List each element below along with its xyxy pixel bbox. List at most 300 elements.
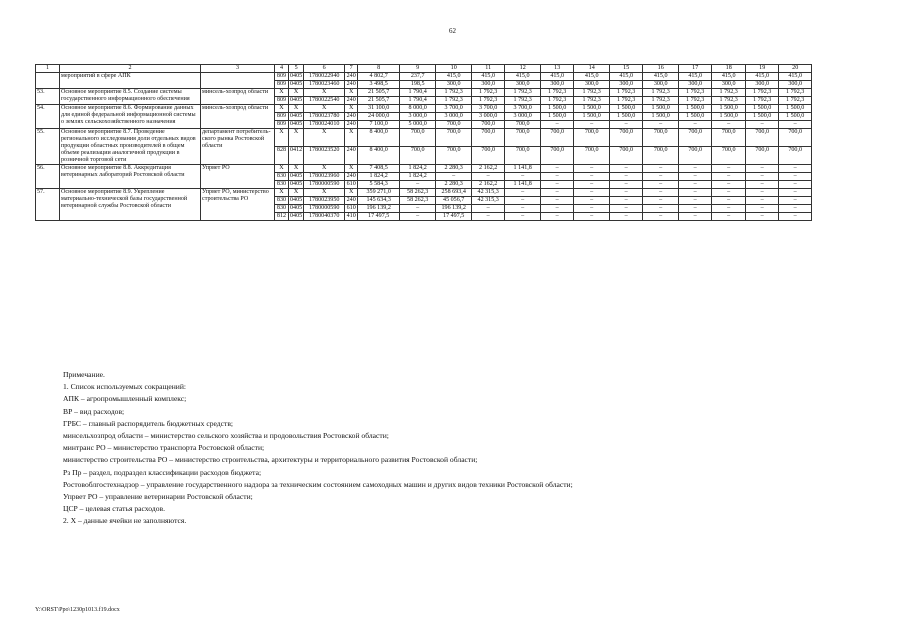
row-number: 56. [36, 165, 60, 189]
amount-cell: – [746, 121, 779, 129]
amount-cell: – [541, 205, 574, 213]
amount-cell: 1 500,0 [712, 113, 746, 121]
activity-name: Основное мероприятие 8.8. Аккредитация ветеринарных лабораторий Ростовской области [60, 165, 201, 189]
amount-cell: – [779, 181, 812, 189]
amount-cell: – [779, 165, 812, 173]
amount-cell: 700,0 [574, 147, 610, 165]
budget-code-cell: Х [345, 89, 358, 97]
amount-cell: – [436, 173, 472, 181]
amount-cell: – [779, 213, 812, 221]
amount-cell: 1 792,3 [779, 89, 812, 97]
amount-cell: – [574, 121, 610, 129]
amount-cell: 415,0 [436, 73, 472, 81]
note-line: 2. Х – данные ячейки не заполняются. [63, 516, 187, 526]
amount-cell: – [541, 165, 574, 173]
amount-cell: – [574, 205, 610, 213]
amount-cell: 700,0 [472, 147, 505, 165]
column-header: 10 [436, 65, 472, 73]
budget-code-cell: 0405 [290, 181, 303, 187]
amount-cell: 700,0 [779, 147, 812, 165]
amount-cell: – [541, 181, 574, 189]
amount-cell: 1 500,0 [712, 105, 746, 113]
budget-code-cell: 0405 [290, 97, 303, 103]
amount-cell: – [400, 181, 436, 189]
amount-cell: – [643, 205, 679, 213]
expenditure-table [35, 64, 812, 221]
amount-cell: 1 792,3 [541, 89, 574, 97]
amount-cell: 8 400,0 [358, 129, 400, 147]
amount-cell: – [679, 121, 712, 129]
amount-cell: – [679, 173, 712, 181]
note-line: ГРБС – главный распорядитель бюджетных средств; [63, 418, 234, 428]
amount-cell: 1 790,4 [400, 97, 436, 105]
amount-cell: 3 700,0 [505, 105, 541, 113]
amount-cell: 415,0 [505, 73, 541, 81]
amount-cell: 1 500,0 [779, 105, 812, 113]
amount-cell: 1 500,0 [574, 113, 610, 121]
budget-code-cell: Х [304, 89, 345, 97]
amount-cell: – [643, 189, 679, 197]
amount-cell: – [610, 205, 643, 213]
budget-code-cell: Х [289, 129, 304, 147]
amount-cell: 700,0 [574, 129, 610, 147]
column-header: 9 [400, 65, 436, 73]
amount-cell: – [712, 181, 746, 189]
budget-code-cell: Х [345, 105, 358, 113]
budget-code-cell: 828 [275, 147, 289, 165]
budget-code-cell: 1780024010 [304, 121, 345, 129]
amount-cell: 258 693,4 [436, 189, 472, 197]
amount-cell: 4 802,7 [358, 73, 400, 81]
note-line: АПК – агропромышленный комплекс; [63, 394, 187, 404]
amount-cell: 415,0 [574, 73, 610, 81]
budget-code-cell: Х [275, 165, 289, 173]
amount-cell: – [505, 197, 541, 205]
column-header: 7 [345, 65, 358, 73]
budget-code-cell: 1780023460 [304, 81, 345, 89]
budget-code-cell: Х [304, 165, 345, 173]
amount-cell: 700,0 [436, 147, 472, 165]
amount-cell: 300,0 [610, 81, 643, 89]
note-line: минтранс РО – министерство транспорта Ростовской области; [63, 443, 265, 453]
amount-cell: 3 700,0 [436, 105, 472, 113]
responsible-executor: минсель-хозпрод области [201, 89, 275, 105]
budget-code-cell: Х [304, 105, 345, 113]
amount-cell: 700,0 [679, 147, 712, 165]
amount-cell: – [679, 213, 712, 221]
amount-cell: – [574, 197, 610, 205]
budget-code-cell: 1780022940 [304, 73, 345, 81]
column-header: 14 [574, 65, 610, 73]
activity-name: Основное мероприятие 8.6. Формирование данных для единой федеральной информационной системы о землях сельскохозяйственного назначения [60, 105, 201, 129]
amount-cell: 1 792,3 [643, 97, 679, 105]
table-row [36, 105, 812, 113]
amount-cell: – [541, 121, 574, 129]
amount-cell: – [574, 189, 610, 197]
amount-cell: 700,0 [643, 147, 679, 165]
amount-cell: 2 280,3 [436, 165, 472, 173]
amount-cell: 8 000,0 [400, 105, 436, 113]
amount-cell: 31 100,0 [358, 105, 400, 113]
amount-cell: – [643, 173, 679, 181]
amount-cell: – [610, 189, 643, 197]
budget-code-cell: 809 [275, 121, 289, 129]
amount-cell: – [712, 205, 746, 213]
budget-code-cell: Х [275, 189, 289, 197]
note-line: минсельхозпрод области – министерство сельского хозяйства и продовольствия Ростовской области; [63, 431, 389, 441]
amount-cell: 3 498,5 [358, 81, 400, 89]
amount-cell: 2 280,3 [436, 181, 472, 189]
amount-cell: 1 792,3 [610, 89, 643, 97]
column-header: 6 [304, 65, 345, 73]
amount-cell: – [712, 213, 746, 221]
amount-cell: 415,0 [746, 73, 779, 81]
row-number: 54. [36, 105, 60, 129]
budget-code-cell: 830 [275, 197, 289, 205]
amount-cell: 1 500,0 [541, 105, 574, 113]
budget-code-cell: Х [345, 129, 358, 147]
amount-cell: – [679, 189, 712, 197]
budget-code-cell: 809 [275, 97, 289, 105]
budget-code-cell: Х [289, 165, 304, 173]
amount-cell: 700,0 [643, 129, 679, 147]
amount-cell: 3 700,0 [472, 105, 505, 113]
budget-code-cell: 0405 [290, 73, 303, 79]
amount-cell: 300,0 [472, 81, 505, 89]
amount-cell: – [779, 189, 812, 197]
amount-cell: 1 500,0 [679, 105, 712, 113]
amount-cell: 1 824,2 [400, 165, 436, 173]
responsible-executor [201, 73, 275, 89]
amount-cell: – [679, 181, 712, 189]
budget-code-cell: Х [345, 189, 358, 197]
amount-cell: 700,0 [505, 129, 541, 147]
budget-code-cell: 0405 [290, 113, 303, 119]
amount-cell: 700,0 [779, 129, 812, 147]
amount-cell: 700,0 [679, 129, 712, 147]
table-header-row [36, 65, 812, 73]
amount-cell: 1 792,3 [643, 89, 679, 97]
budget-code-cell: 1780023520 [304, 147, 345, 165]
amount-cell: 415,0 [541, 73, 574, 81]
budget-code-cell: Х [275, 105, 289, 113]
responsible-executor: департамент потребитель-ского рынка Ростовской области [201, 129, 275, 165]
amount-cell: – [746, 189, 779, 197]
budget-code-cell: 1780023950 [304, 197, 345, 205]
amount-cell: 300,0 [712, 81, 746, 89]
budget-code-cell: Х [345, 165, 358, 173]
amount-cell: 3 000,0 [505, 113, 541, 121]
budget-code-cell: 1780023780 [304, 113, 345, 121]
amount-cell: 300,0 [679, 81, 712, 89]
amount-cell: – [746, 213, 779, 221]
budget-code-cell: Х [275, 89, 289, 97]
budget-code-cell: 610 [346, 205, 356, 211]
amount-cell: 7 100,0 [358, 121, 400, 129]
amount-cell: – [712, 121, 746, 129]
column-header: 19 [746, 65, 779, 73]
activity-name: Основное мероприятие 8.9. Укрепление материально-технической базы государственной ветеринарной службы Ростовской области [60, 189, 201, 221]
amount-cell: – [643, 165, 679, 173]
amount-cell: – [505, 205, 541, 213]
amount-cell: 3 000,0 [472, 113, 505, 121]
budget-code-cell: 0405 [290, 173, 303, 179]
row-number: 57. [36, 189, 60, 221]
column-header: 3 [201, 65, 275, 73]
amount-cell: 1 792,3 [746, 97, 779, 105]
amount-cell: – [746, 173, 779, 181]
amount-cell: 700,0 [400, 129, 436, 147]
column-header: 13 [541, 65, 574, 73]
amount-cell: 1 500,0 [610, 105, 643, 113]
amount-cell: – [472, 205, 505, 213]
amount-cell: 1 500,0 [746, 113, 779, 121]
amount-cell: – [574, 173, 610, 181]
amount-cell: – [610, 213, 643, 221]
amount-cell: 1 792,3 [574, 89, 610, 97]
amount-cell: 1 792,3 [712, 97, 746, 105]
amount-cell: – [505, 189, 541, 197]
column-header: 5 [289, 65, 304, 73]
amount-cell: 8 400,0 [358, 147, 400, 165]
amount-cell: – [505, 173, 541, 181]
budget-code-cell: Х [289, 105, 304, 113]
amount-cell: 700,0 [436, 129, 472, 147]
amount-cell: 198,5 [400, 81, 436, 89]
amount-cell: 17 497,5 [358, 213, 400, 221]
column-header: 1 [36, 65, 60, 73]
amount-cell: – [679, 197, 712, 205]
budget-code-cell: 1780023960 [304, 173, 345, 181]
budget-code-cell: 0405 [290, 81, 303, 87]
budget-code-cell: 0412 [289, 147, 304, 165]
amount-cell: 196 139,2 [358, 205, 400, 213]
amount-cell: – [712, 173, 746, 181]
amount-cell: 300,0 [574, 81, 610, 89]
amount-cell: 415,0 [610, 73, 643, 81]
amount-cell: – [679, 165, 712, 173]
amount-cell: – [746, 165, 779, 173]
budget-code-cell: Х [304, 189, 345, 197]
amount-cell: 45 056,7 [436, 197, 472, 205]
table-body [36, 65, 812, 221]
responsible-executor: минсель-хозпрод области [201, 105, 275, 129]
amount-cell: 237,7 [400, 73, 436, 81]
amount-cell: – [712, 197, 746, 205]
amount-cell: 1 824,2 [358, 173, 400, 181]
amount-cell: 700,0 [610, 147, 643, 165]
amount-cell: 58 262,3 [400, 197, 436, 205]
amount-cell: 1 792,3 [779, 97, 812, 105]
amount-cell: – [643, 213, 679, 221]
amount-cell: 700,0 [472, 121, 505, 129]
amount-cell: 3 000,0 [400, 113, 436, 121]
note-line: Ростовоблгостехнадзор – управление государственного надзора за техническим состоянием самоходных машин и других видов техники Ростовской области; [63, 479, 573, 489]
amount-cell: 1 792,3 [610, 97, 643, 105]
amount-cell: 1 824,2 [400, 173, 436, 181]
table-row [36, 129, 812, 147]
budget-code-cell: 240 [346, 113, 356, 119]
budget-code-cell: 240 [346, 197, 356, 203]
amount-cell: 42 315,3 [472, 189, 505, 197]
amount-cell: 42 315,3 [472, 197, 505, 205]
table-row [36, 73, 812, 81]
budget-code-cell: Х [289, 189, 304, 197]
amount-cell: 700,0 [712, 129, 746, 147]
amount-cell: 1 790,4 [400, 89, 436, 97]
amount-cell: – [505, 213, 541, 221]
amount-cell: 3 000,0 [436, 113, 472, 121]
budget-code-cell: 1780040370 [304, 213, 345, 221]
row-number: 55. [36, 129, 60, 165]
amount-cell: 196 139,2 [436, 205, 472, 213]
amount-cell: 1 792,3 [574, 97, 610, 105]
amount-cell: 21 505,7 [358, 97, 400, 105]
amount-cell: 1 792,3 [712, 89, 746, 97]
budget-code-cell: 240 [346, 173, 356, 179]
notes-section [63, 369, 573, 528]
amount-cell: 5 000,0 [400, 121, 436, 129]
budget-code-cell: 830 [275, 181, 289, 189]
amount-cell: 1 500,0 [746, 105, 779, 113]
activity-name: Основное мероприятие 8.5. Создание системы государственного информационного обеспечения [60, 89, 201, 105]
note-line: Рз Пр – раздел, подраздел классификации расходов бюджета; [63, 467, 262, 477]
amount-cell: 700,0 [746, 129, 779, 147]
amount-cell: 700,0 [505, 147, 541, 165]
amount-cell: 1 792,3 [541, 97, 574, 105]
amount-cell: 300,0 [643, 81, 679, 89]
column-header: 16 [643, 65, 679, 73]
budget-code-cell: 809 [275, 113, 289, 121]
amount-cell: 700,0 [505, 121, 541, 129]
budget-code-cell: Х [275, 129, 289, 147]
column-header: 18 [712, 65, 746, 73]
column-header: 15 [610, 65, 643, 73]
note-line: ЦСР – целевая статья расходов. [63, 504, 166, 514]
amount-cell: – [610, 121, 643, 129]
activity-name: Основное мероприятие 8.7. Проведение регионального исследования доли отдельных видов продукции областных производителей в общем объеме реализации аналогичной продукции в розничной торговой сети [60, 129, 201, 165]
amount-cell: 1 500,0 [541, 113, 574, 121]
budget-code-cell: 240 [346, 81, 356, 87]
budget-code-cell: 240 [345, 147, 358, 165]
budget-code-cell: 410 [346, 213, 356, 219]
amount-cell: 1 500,0 [643, 113, 679, 121]
amount-cell: – [610, 173, 643, 181]
amount-cell: 700,0 [541, 147, 574, 165]
amount-cell: – [610, 197, 643, 205]
amount-cell: 700,0 [472, 129, 505, 147]
budget-code-cell: 240 [346, 73, 356, 79]
amount-cell: 300,0 [779, 81, 812, 89]
amount-cell: 17 497,5 [436, 213, 472, 221]
amount-cell: 1 792,3 [679, 89, 712, 97]
column-header: 2 [60, 65, 201, 73]
table-row [36, 165, 812, 173]
amount-cell: 24 000,0 [358, 113, 400, 121]
amount-cell: 300,0 [746, 81, 779, 89]
amount-cell: 145 634,3 [358, 197, 400, 205]
amount-cell: – [610, 165, 643, 173]
amount-cell: 1 500,0 [610, 113, 643, 121]
responsible-executor: Упрвет РО, министерство строительства РО [201, 189, 275, 221]
amount-cell: 415,0 [679, 73, 712, 81]
budget-code-cell: 610 [346, 181, 356, 187]
amount-cell: 300,0 [505, 81, 541, 89]
file-path-footer: Y:\ORST\Ppo\1230p1013.f19.docx [35, 607, 120, 613]
amount-cell: 700,0 [541, 129, 574, 147]
amount-cell: – [746, 197, 779, 205]
amount-cell: – [712, 165, 746, 173]
budget-code-cell: 0405 [290, 121, 303, 127]
column-header: 8 [358, 65, 400, 73]
budget-code-cell: 809 [275, 81, 289, 89]
amount-cell: – [610, 181, 643, 189]
page-number: 62 [449, 27, 456, 35]
amount-cell: 700,0 [712, 147, 746, 165]
column-header: 11 [472, 65, 505, 73]
row-number: 53. [36, 89, 60, 105]
amount-cell: 1 500,0 [779, 113, 812, 121]
amount-cell: 1 792,3 [746, 89, 779, 97]
amount-cell: 700,0 [610, 129, 643, 147]
amount-cell: – [574, 165, 610, 173]
amount-cell: 7 408,5 [358, 165, 400, 173]
amount-cell: – [779, 197, 812, 205]
amount-cell: – [574, 181, 610, 189]
amount-cell: – [472, 173, 505, 181]
amount-cell: – [643, 181, 679, 189]
budget-code-cell: 809 [275, 73, 289, 81]
amount-cell: 1 792,3 [505, 89, 541, 97]
table-row [36, 89, 812, 97]
amount-cell: – [541, 197, 574, 205]
amount-cell: – [400, 213, 436, 221]
amount-cell: 2 162,2 [472, 165, 505, 173]
amount-cell: 415,0 [779, 73, 812, 81]
amount-cell: 1 500,0 [574, 105, 610, 113]
amount-cell: 1 792,3 [505, 97, 541, 105]
amount-cell: 1 792,3 [436, 97, 472, 105]
amount-cell: – [746, 205, 779, 213]
budget-code-cell: 0405 [290, 213, 303, 219]
amount-cell: 359 271,0 [358, 189, 400, 197]
amount-cell: 2 162,2 [472, 181, 505, 189]
note-line: ВР – вид расходов; [63, 406, 125, 416]
amount-cell: – [541, 213, 574, 221]
budget-code-cell: 240 [346, 97, 356, 103]
row-number [36, 73, 60, 89]
amount-cell: 1 792,3 [436, 89, 472, 97]
amount-cell: 1 141,8 [505, 165, 541, 173]
amount-cell: 1 141,8 [505, 181, 541, 189]
budget-code-cell: 1780000590 [304, 205, 345, 213]
activity-name: мероприятий в сфере АПК [60, 73, 201, 89]
budget-code-cell: 830 [275, 173, 289, 181]
amount-cell: – [779, 205, 812, 213]
amount-cell: 700,0 [436, 121, 472, 129]
amount-cell: – [679, 205, 712, 213]
amount-cell: – [779, 121, 812, 129]
amount-cell: – [541, 173, 574, 181]
amount-cell: – [541, 189, 574, 197]
column-header: 20 [779, 65, 812, 73]
responsible-executor: Упрвет РО [201, 165, 275, 189]
amount-cell: 21 505,7 [358, 89, 400, 97]
amount-cell: – [746, 181, 779, 189]
budget-code-cell: Х [289, 89, 304, 97]
amount-cell: 1 792,3 [472, 89, 505, 97]
amount-cell: – [643, 197, 679, 205]
